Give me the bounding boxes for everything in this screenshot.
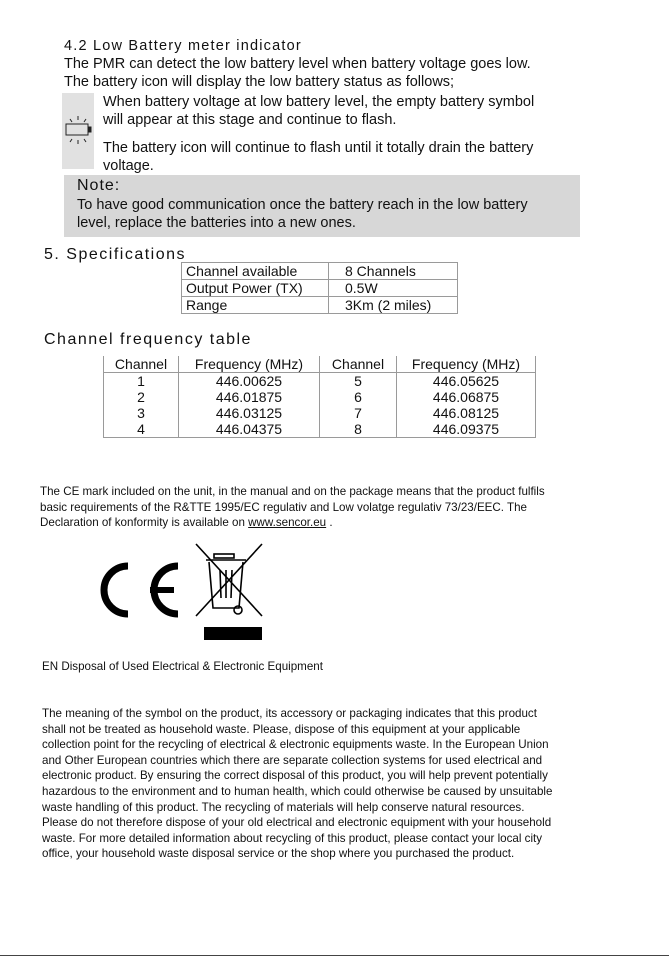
para-line: The battery icon will continue to flash until it totally drain the battery xyxy=(103,140,534,156)
disposal-line: office, your household waste disposal service or the shop where you purchased the product. xyxy=(42,847,515,861)
disposal-line: The meaning of the symbol on the product, its accessory or packaging indicates that this product xyxy=(42,707,537,720)
table-row xyxy=(182,297,458,314)
table-cell: 8 xyxy=(320,421,397,438)
disposal-line: shall not be treated as household waste. Please, dispose of this equipment at your applicable xyxy=(42,722,521,736)
channel-frequency-table xyxy=(103,356,536,438)
table-cell: 446.05625 xyxy=(397,373,536,390)
table-row xyxy=(104,389,536,405)
column-header: Channel xyxy=(320,356,397,373)
disposal-paragraph xyxy=(42,706,552,862)
table-row xyxy=(104,405,536,421)
column-header: Channel xyxy=(104,356,179,373)
disposal-line: collection point for the recycling of electrical & electronic equipments waste. In the European Union xyxy=(42,738,549,752)
table-cell: 446.06875 xyxy=(397,389,536,405)
disposal-line: Please do not therefore dispose of your old electrical and electronic equipment with your household xyxy=(42,816,552,830)
table-cell: 446.00625 xyxy=(179,373,320,390)
ce-line-suffix: . xyxy=(326,516,333,530)
intro-line: The PMR can detect the low battery level when battery voltage goes low. xyxy=(64,56,531,72)
para-line: will appear at this stage and continue to flash. xyxy=(103,112,397,128)
disposal-line: waste. For more detailed information about recycling of this product, please contact your local city xyxy=(42,831,543,845)
ce-line xyxy=(40,515,545,531)
disposal-line: and Other European countries which there are separate collection systems for used electrical and xyxy=(42,753,543,767)
ce-line: The CE mark included on the unit, in the manual and on the package means that the product fulfils xyxy=(40,485,545,498)
disposal-line: waste handling of this product. The recycling of materials will help conserve natural resources. xyxy=(42,800,525,814)
spec-label: Range xyxy=(182,297,329,314)
sencor-link[interactable]: www.sencor.eu xyxy=(248,516,327,530)
flashing-empty-battery-icon xyxy=(62,93,94,169)
table-cell: 3 xyxy=(104,405,179,421)
note-line: To have good communication once the battery reach in the low battery xyxy=(77,197,528,213)
table-row xyxy=(182,263,458,280)
ce-mark-paragraph xyxy=(40,484,545,531)
spec-value: 3Km (2 miles) xyxy=(329,297,458,314)
table-cell: 2 xyxy=(104,389,179,405)
table-cell: 4 xyxy=(104,421,179,438)
table-cell: 7 xyxy=(320,405,397,421)
disposal-line: electronic product. By ensuring the correct disposal of this product, you will help prevent potentially xyxy=(42,769,548,783)
table-row xyxy=(182,280,458,297)
spec-value: 0.5W xyxy=(329,280,458,297)
table-cell: 446.03125 xyxy=(179,405,320,421)
spec-label: Output Power (TX) xyxy=(182,280,329,297)
specifications-title: 5. Specifications xyxy=(44,246,187,263)
channel-frequency-title: Channel frequency table xyxy=(44,331,252,348)
low-battery-paragraph-2 xyxy=(103,139,533,175)
section-4-2-title: 4.2 Low Battery meter indicator xyxy=(64,38,302,54)
intro-line: The battery icon will display the low battery status as follows; xyxy=(64,74,455,90)
spec-value: 8 Channels xyxy=(329,263,458,280)
disposal-title: EN Disposal of Used Electrical & Electronic Equipment xyxy=(42,660,323,673)
column-header: Frequency (MHz) xyxy=(397,356,536,373)
crossed-wheelie-bin-icon xyxy=(192,540,268,642)
table-cell: 5 xyxy=(320,373,397,390)
para-line: When battery voltage at low battery level, the empty battery symbol xyxy=(103,94,535,110)
table-cell: 446.09375 xyxy=(397,421,536,438)
column-header: Frequency (MHz) xyxy=(179,356,320,373)
table-cell: 446.08125 xyxy=(397,405,536,421)
disposal-line: hazardous to the environment and to human health, which could otherwise be caused by unsuitable xyxy=(42,784,553,798)
para-line: voltage. xyxy=(103,158,154,174)
low-battery-paragraph-1 xyxy=(103,93,534,129)
table-row xyxy=(104,373,536,390)
note-title: Note: xyxy=(77,177,121,194)
spec-label: Channel available xyxy=(182,263,329,280)
ce-line: basic requirements of the R&TTE 1995/EC regulativ and Low volatge regulativ 73/23/EEC. The xyxy=(40,500,527,514)
table-cell: 446.04375 xyxy=(179,421,320,438)
table-cell: 446.01875 xyxy=(179,389,320,405)
table-header-row xyxy=(104,356,536,373)
battery-indicator-panel xyxy=(62,93,94,169)
section-4-2-intro xyxy=(64,55,531,91)
ce-mark-logo xyxy=(84,560,184,620)
table-row xyxy=(104,421,536,438)
note-line: level, replace the batteries into a new ones. xyxy=(77,215,356,231)
specifications-table xyxy=(181,262,458,314)
table-cell: 1 xyxy=(104,373,179,390)
table-cell: 6 xyxy=(320,389,397,405)
ce-line-prefix: Declaration of konformity is available on xyxy=(40,516,249,530)
page-bottom-rule xyxy=(0,955,669,956)
note-text xyxy=(77,196,528,232)
